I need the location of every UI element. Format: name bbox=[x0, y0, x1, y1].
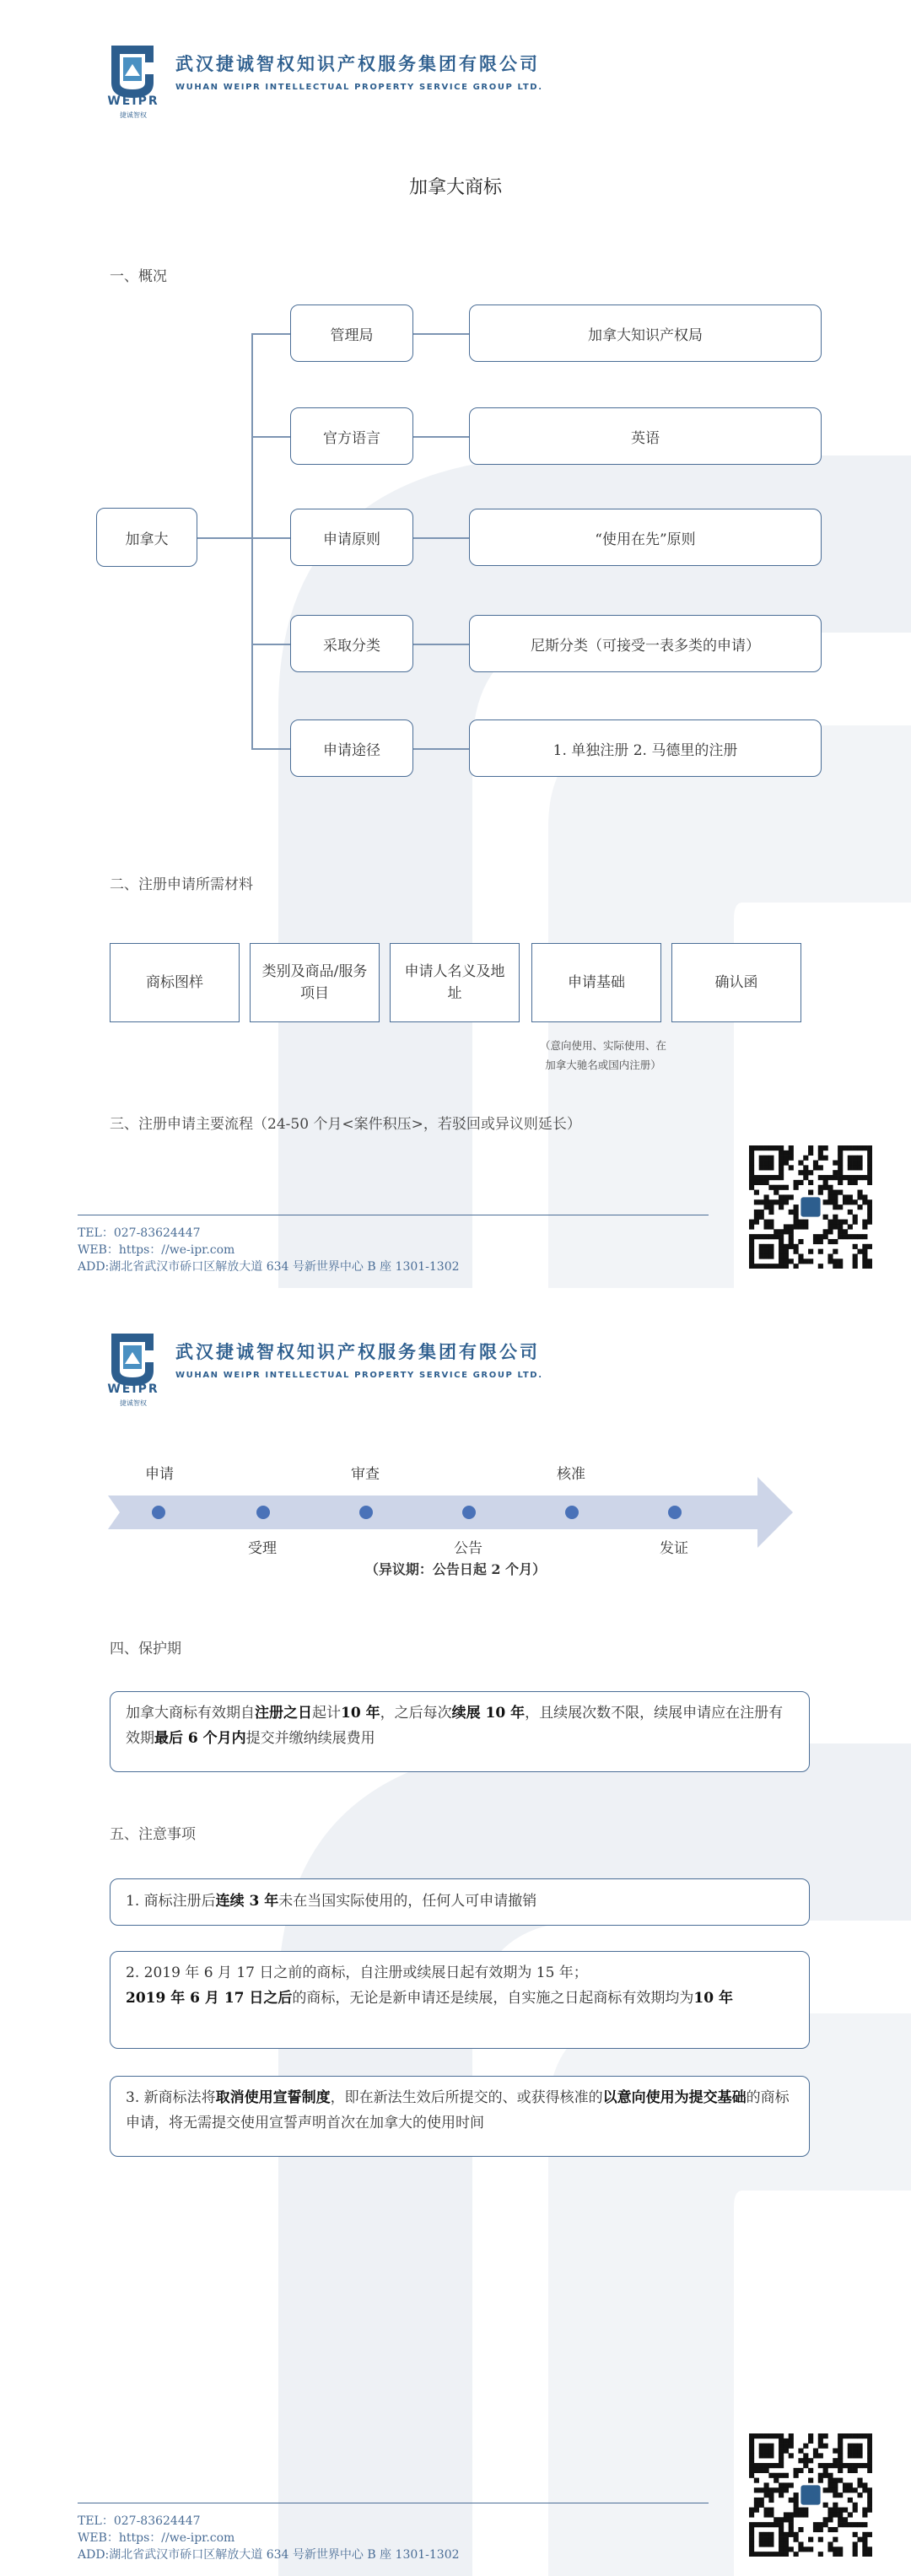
overview-value-box: 加拿大知识产权局 bbox=[469, 304, 822, 362]
timeline-step-label: 公告 bbox=[454, 1540, 482, 1557]
connector-branch bbox=[251, 436, 290, 438]
footer-address: ADD:湖北省武汉市硚口区解放大道 634 号新世界中心 B 座 1301-1302 bbox=[78, 1260, 460, 1274]
logo-wordmark: WEIPR bbox=[107, 1382, 159, 1396]
notice-box-3: 3. 新商标法将取消使用宣誓制度，即在新法生效后所提交的、或获得核准的以意向使用为提交基础的商标申请，将无需提交使用宣誓声明首次在加拿大的使用时间 bbox=[110, 2076, 810, 2157]
company-name-en: WUHAN WEIPR INTELLECTUAL PROPERTY SERVICE GROUP LTD. bbox=[175, 83, 543, 92]
qr-code-icon bbox=[749, 1145, 872, 1269]
material-box: 申请基础 bbox=[531, 943, 661, 1022]
section-1-heading: 一、概况 bbox=[110, 268, 167, 285]
footer-web: WEB：https：//we-ipr.com bbox=[78, 1243, 235, 1257]
connector-trunk bbox=[251, 333, 253, 748]
connector-kv bbox=[413, 333, 469, 335]
connector-kv bbox=[413, 748, 469, 750]
section-5-heading: 五、注意事项 bbox=[110, 1826, 196, 1843]
notice-box-1: 1. 商标注册后连续 3 年未在当国实际使用的，任何人可申请撤销 bbox=[110, 1878, 810, 1926]
overview-value-box: 1. 单独注册 2. 马德里的注册 bbox=[469, 719, 822, 777]
page-title: 加拿大商标 bbox=[408, 177, 502, 198]
footer-tel: TEL：027-83624447 bbox=[78, 2514, 201, 2528]
footer-tel: TEL：027-83624447 bbox=[78, 1226, 201, 1240]
overview-key-box: 官方语言 bbox=[290, 407, 413, 465]
connector-root bbox=[197, 537, 251, 539]
overview-key-box: 采取分类 bbox=[290, 615, 413, 672]
connector-kv bbox=[413, 644, 469, 645]
connector-branch bbox=[251, 644, 290, 645]
connector-branch bbox=[251, 333, 290, 335]
connector-kv bbox=[413, 436, 469, 438]
section-3-heading: 三、注册申请主要流程（24-50 个月<案件积压>，若驳回或异议则延长） bbox=[110, 1116, 581, 1133]
connector-kv bbox=[413, 537, 469, 539]
protection-period-box: 加拿大商标有效期自注册之日起计10 年，之后每次续展 10 年，且续展次数不限，续展申请应在注册有效期最后 6 个月内提交并缴纳续展费用 bbox=[110, 1691, 810, 1772]
overview-key-box: 申请途径 bbox=[290, 719, 413, 777]
basis-note: （意向使用、实际使用、在加拿大驰名或国内注册） bbox=[539, 1039, 666, 1071]
timeline-step-label: 核准 bbox=[557, 1466, 585, 1483]
material-box: 确认函 bbox=[671, 943, 801, 1022]
footer-address: ADD:湖北省武汉市硚口区解放大道 634 号新世界中心 B 座 1301-1302 bbox=[78, 2548, 460, 2562]
timeline-step-label: 受理 bbox=[248, 1540, 277, 1557]
company-brand bbox=[175, 1339, 543, 1380]
logo-subtext: 捷诚智权 bbox=[120, 1399, 147, 1407]
footer-web: WEB：https：//we-ipr.com bbox=[78, 2531, 235, 2545]
material-box: 申请人名义及地址 bbox=[390, 943, 520, 1022]
section-2-heading: 二、注册申请所需材料 bbox=[110, 876, 253, 893]
overview-value-box: 英语 bbox=[469, 407, 822, 465]
timeline-step-label: 发证 bbox=[660, 1540, 688, 1557]
company-name-cn: 武汉捷诚智权知识产权服务集团有限公司 bbox=[175, 54, 540, 74]
material-box: 类别及商品/服务项目 bbox=[250, 943, 380, 1022]
logo-subtext: 捷诚智权 bbox=[120, 111, 147, 119]
overview-root-box: 加拿大 bbox=[96, 508, 197, 567]
company-brand bbox=[175, 51, 543, 92]
overview-key-box: 管理局 bbox=[290, 304, 413, 362]
timeline-step-label: 申请 bbox=[145, 1466, 174, 1483]
notice-box-2: 2. 2019 年 6 月 17 日之前的商标，自注册或续展日起有效期为 15 年； 2019 年 6 月 17 日之后的商标，无论是新申请还是续展，自实施之日起商标有效期均为10 年 bbox=[110, 1951, 810, 2049]
footer-contact bbox=[78, 1225, 460, 1275]
company-name-en: WUHAN WEIPR INTELLECTUAL PROPERTY SERVICE GROUP LTD. bbox=[175, 1371, 543, 1380]
material-box: 商标图样 bbox=[110, 943, 240, 1022]
section-4-heading: 四、保护期 bbox=[110, 1641, 181, 1657]
overview-value-box: “使用在先”原则 bbox=[469, 509, 822, 566]
overview-key-box: 申请原则 bbox=[290, 509, 413, 566]
company-name-cn: 武汉捷诚智权知识产权服务集团有限公司 bbox=[175, 1342, 540, 1362]
connector-branch bbox=[251, 748, 290, 750]
overview-value-box: 尼斯分类（可接受一表多类的申请） bbox=[469, 615, 822, 672]
logo-wordmark: WEIPR bbox=[107, 94, 159, 108]
timeline-step-label: 审查 bbox=[351, 1466, 380, 1483]
qr-code-icon bbox=[749, 2433, 872, 2557]
connector-branch bbox=[251, 537, 290, 539]
page-2 bbox=[0, 1288, 911, 2576]
footer-contact bbox=[78, 2513, 460, 2563]
opposition-period-note: （异议期：公告日起 2 个月） bbox=[364, 1561, 547, 1577]
